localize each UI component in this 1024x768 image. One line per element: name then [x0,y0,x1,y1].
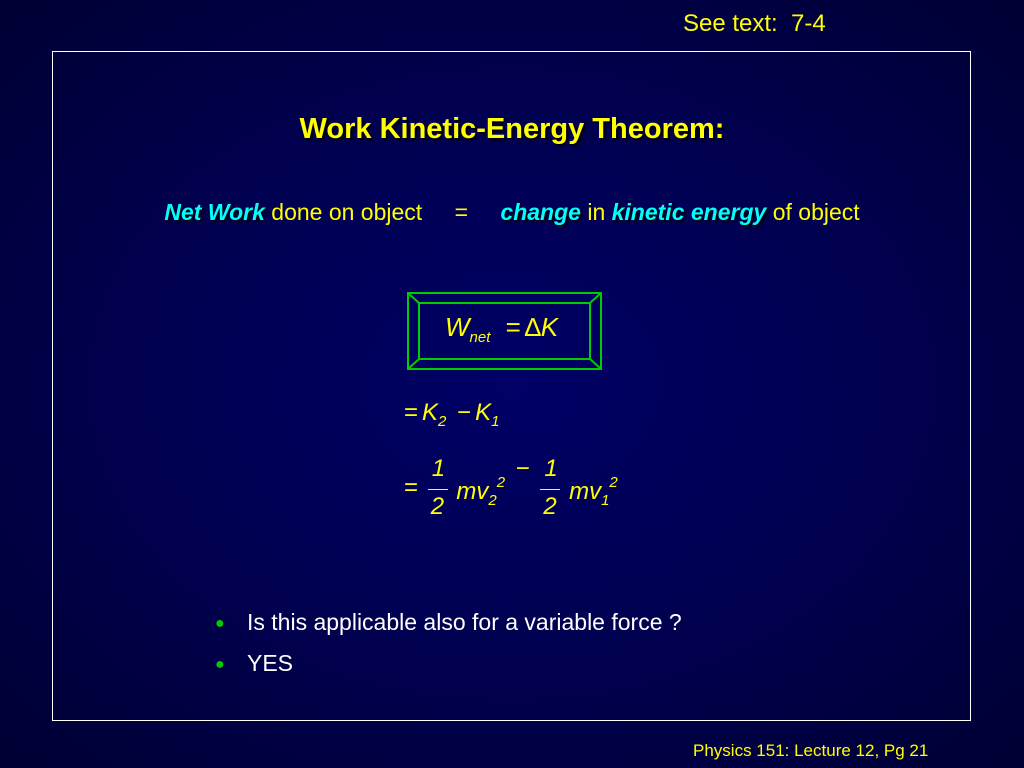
symbol-k: K [540,312,559,342]
equals-symbol: = [404,474,419,501]
symbol-w: W [445,312,470,342]
bullet-list [215,607,682,689]
bullet-text: Is this applicable also for a variable force ? [247,609,682,635]
subscript-net: net [469,329,491,346]
fraction-numerator: 1 [431,455,446,482]
subscript-2: 2 [438,413,447,430]
bullet-icon: ● [215,656,225,673]
net-work-text: Net Work [164,199,265,225]
bullet-icon: ● [215,615,225,632]
fraction-one-half [540,455,562,521]
fraction-numerator: 1 [544,455,558,482]
work-energy-equation [445,312,558,346]
theorem-statement [0,199,1024,226]
equation-line-kinetic-expansion [404,455,618,525]
delta-symbol: ∆ [524,312,541,342]
equals-symbol: = [505,312,521,342]
mv-text: mv [569,478,602,505]
symbol-k2: K [422,399,439,426]
term-mv1-squared [569,474,618,509]
fraction-bar [428,489,448,490]
fraction-one-half [428,455,450,521]
equation-line-k-difference [404,399,499,430]
superscript-2: 2 [609,474,618,491]
fraction-bar [540,489,560,490]
list-item [215,607,682,648]
minus-symbol: − [457,399,472,426]
term-mv2-squared [456,474,505,509]
fraction-denominator: 2 [430,493,445,520]
in-text: in [587,199,606,225]
boxed-equation [407,292,602,370]
mv-text: mv [456,478,489,505]
subscript-2: 2 [488,492,497,509]
symbol-k1: K [475,399,492,426]
superscript-2: 2 [496,474,506,491]
slide-footer: Physics 151: Lecture 12, Pg 21 [693,741,929,760]
kinetic-energy-text: kinetic energy [611,199,767,225]
of-object-text: of object [772,199,860,225]
minus-symbol: − [515,455,530,482]
fraction-denominator: 2 [543,493,557,520]
bullet-text: YES [247,650,294,676]
see-text-reference: See text: 7-4 [683,10,826,37]
subscript-1: 1 [491,413,500,430]
list-item [215,648,682,689]
change-text: change [500,199,581,225]
subscript-1: 1 [601,492,610,509]
equals-sign: = [454,199,469,225]
slide-title: Work Kinetic-Energy Theorem: [299,113,725,145]
equals-symbol: = [404,399,419,426]
done-on-text: done on object [271,199,423,225]
